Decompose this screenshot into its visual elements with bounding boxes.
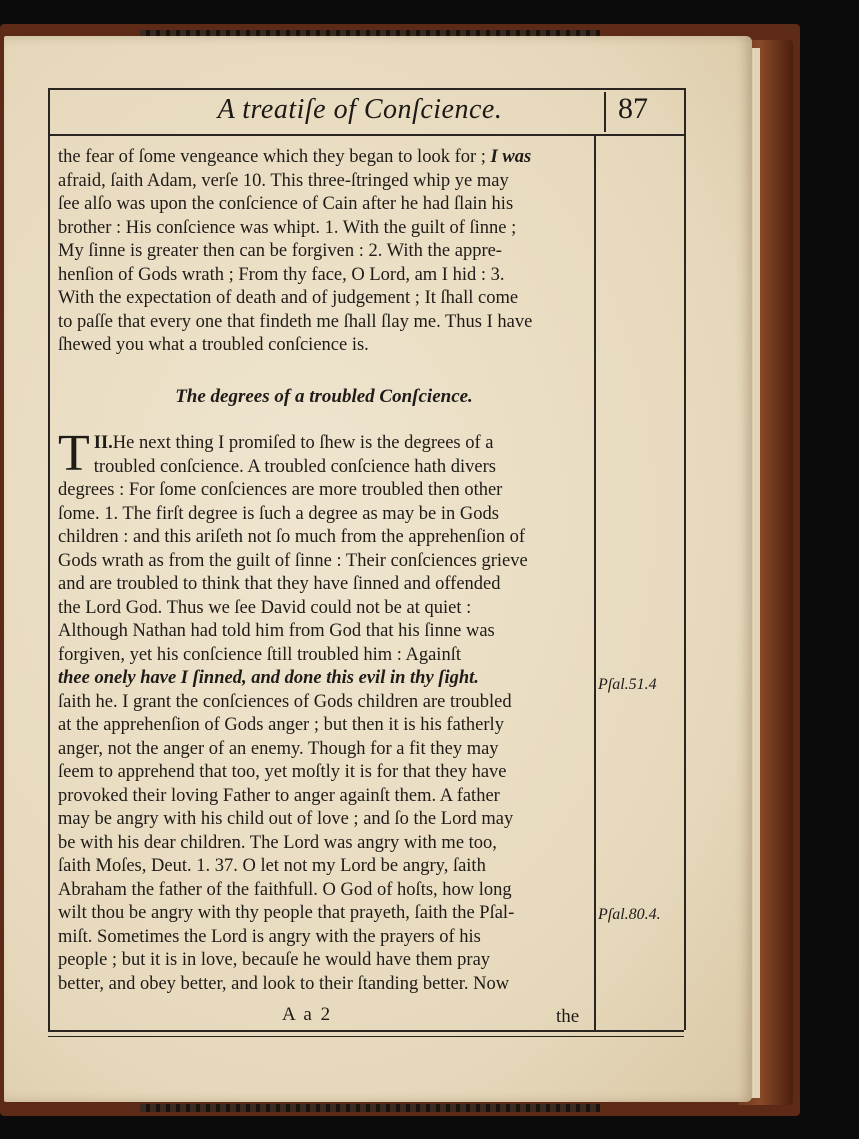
bottom-rule: [48, 1030, 684, 1032]
text-line: to paſſe that every one that findeth me ſhall ſlay me. Thus I have: [58, 311, 533, 332]
catchword: the: [556, 1006, 580, 1027]
drop-cap: T: [58, 425, 90, 482]
text-line: Gods wrath as from the guilt of ſinne : Their conſciences grieve: [58, 550, 528, 571]
text-line: With the expectation of death and of judgement ; It ſhall come: [58, 288, 519, 308]
text-line: ſee alſo was upon the conſcience of Cain after he had ſlain his: [58, 194, 514, 214]
text-line: ſhewed you what a troubled conſcience is.: [58, 335, 369, 355]
text-line: II. T He next thing I promiſed to ſhew is the degrees of a: [58, 425, 494, 482]
marginal-note: Pſal.51.4: [598, 676, 657, 693]
text-line: children : and this ariſeth not ſo much from the apprehenſion of: [58, 527, 525, 547]
text-line: ſaith he. I grant the conſciences of Gods children are troubled: [58, 691, 512, 712]
text-line: afraid, ſaith Adam, verſe 10. This three-ſtringed whip ye may: [58, 170, 509, 191]
text-line: ſeem to apprehend that too, yet moſtly it is for that they have: [58, 762, 507, 782]
text-line: wilt thou be angry with thy people that prayeth, ſaith the Pſal-: [58, 903, 515, 923]
header-divider: [604, 92, 606, 132]
bottom-stitching: [140, 1104, 600, 1112]
text-line: people ; but it is in love, becauſe he would have them pray: [58, 950, 491, 970]
text-line: provoked their loving Father to anger againſt them. A father: [58, 785, 500, 806]
section-number: II.: [93, 433, 113, 453]
text-line: ſome. 1. The firſt degree is ſuch a degree as may be in Gods: [58, 503, 499, 524]
text-line: the Lord God. Thus we ſee David could not be at quiet :: [58, 597, 472, 618]
text-line: may be angry with his child out of love ; and ſo the Lord may: [58, 809, 514, 829]
text-line: better, and obey better, and look to their ſtanding better. Now: [58, 973, 510, 994]
text-line: thee onely have I ſinned, and done this evil in thy ſight.: [58, 668, 479, 688]
paragraph-top: [58, 146, 590, 358]
page-number: 87: [618, 92, 648, 125]
text-line: anger, not the anger of an enemy. Though for a fit they may: [58, 738, 499, 759]
text-line: the fear of ſome vengeance which they began to look for ; I was: [58, 147, 532, 167]
bottom-rule-secondary: [48, 1036, 684, 1037]
text-line: miſt. Sometimes the Lord is angry with the prayers of his: [58, 926, 481, 947]
text-line: henſion of Gods wrath ; From thy face, O Lord, am I hid : 3.: [58, 264, 505, 285]
section-title: The degrees of a troubled Conſcience.: [175, 386, 473, 407]
text-line: at the apprehenſion of Gods anger ; but then it is his fatherly: [58, 715, 504, 735]
text-line: My ſinne is greater then can be forgiven : 2. With the appre-: [58, 241, 502, 261]
margin-rule: [594, 134, 596, 1030]
text-line: be with his dear children. The Lord was angry with me too,: [58, 832, 497, 853]
text-line: and are troubled to think that they have ſinned and offended: [58, 574, 501, 594]
text-line: ſaith Moſes, Deut. 1. 37. O let not my Lord be angry, ſaith: [58, 856, 486, 876]
signature-mark: A a 2: [282, 1004, 333, 1025]
running-head: A treatiſe of Conſcience.: [217, 94, 503, 125]
text-line: brother : His conſcience was whipt. 1. With the guilt of ſinne ;: [58, 217, 517, 238]
paragraph-section: [58, 425, 590, 996]
text-line: degrees : For ſome conſciences are more troubled then other: [58, 480, 503, 500]
text-line: forgiven, yet his conſcience ſtill troubled him : Againſt: [58, 644, 461, 665]
text-line: Abraham the father of the faithfull. O God of hoſts, how long: [58, 879, 512, 900]
text-line: Although Nathan had told him from God that his ſinne was: [58, 621, 495, 641]
marginal-note: Pſal.80.4.: [598, 906, 661, 923]
text-line: troubled conſcience. A troubled conſcience hath divers: [93, 456, 496, 477]
